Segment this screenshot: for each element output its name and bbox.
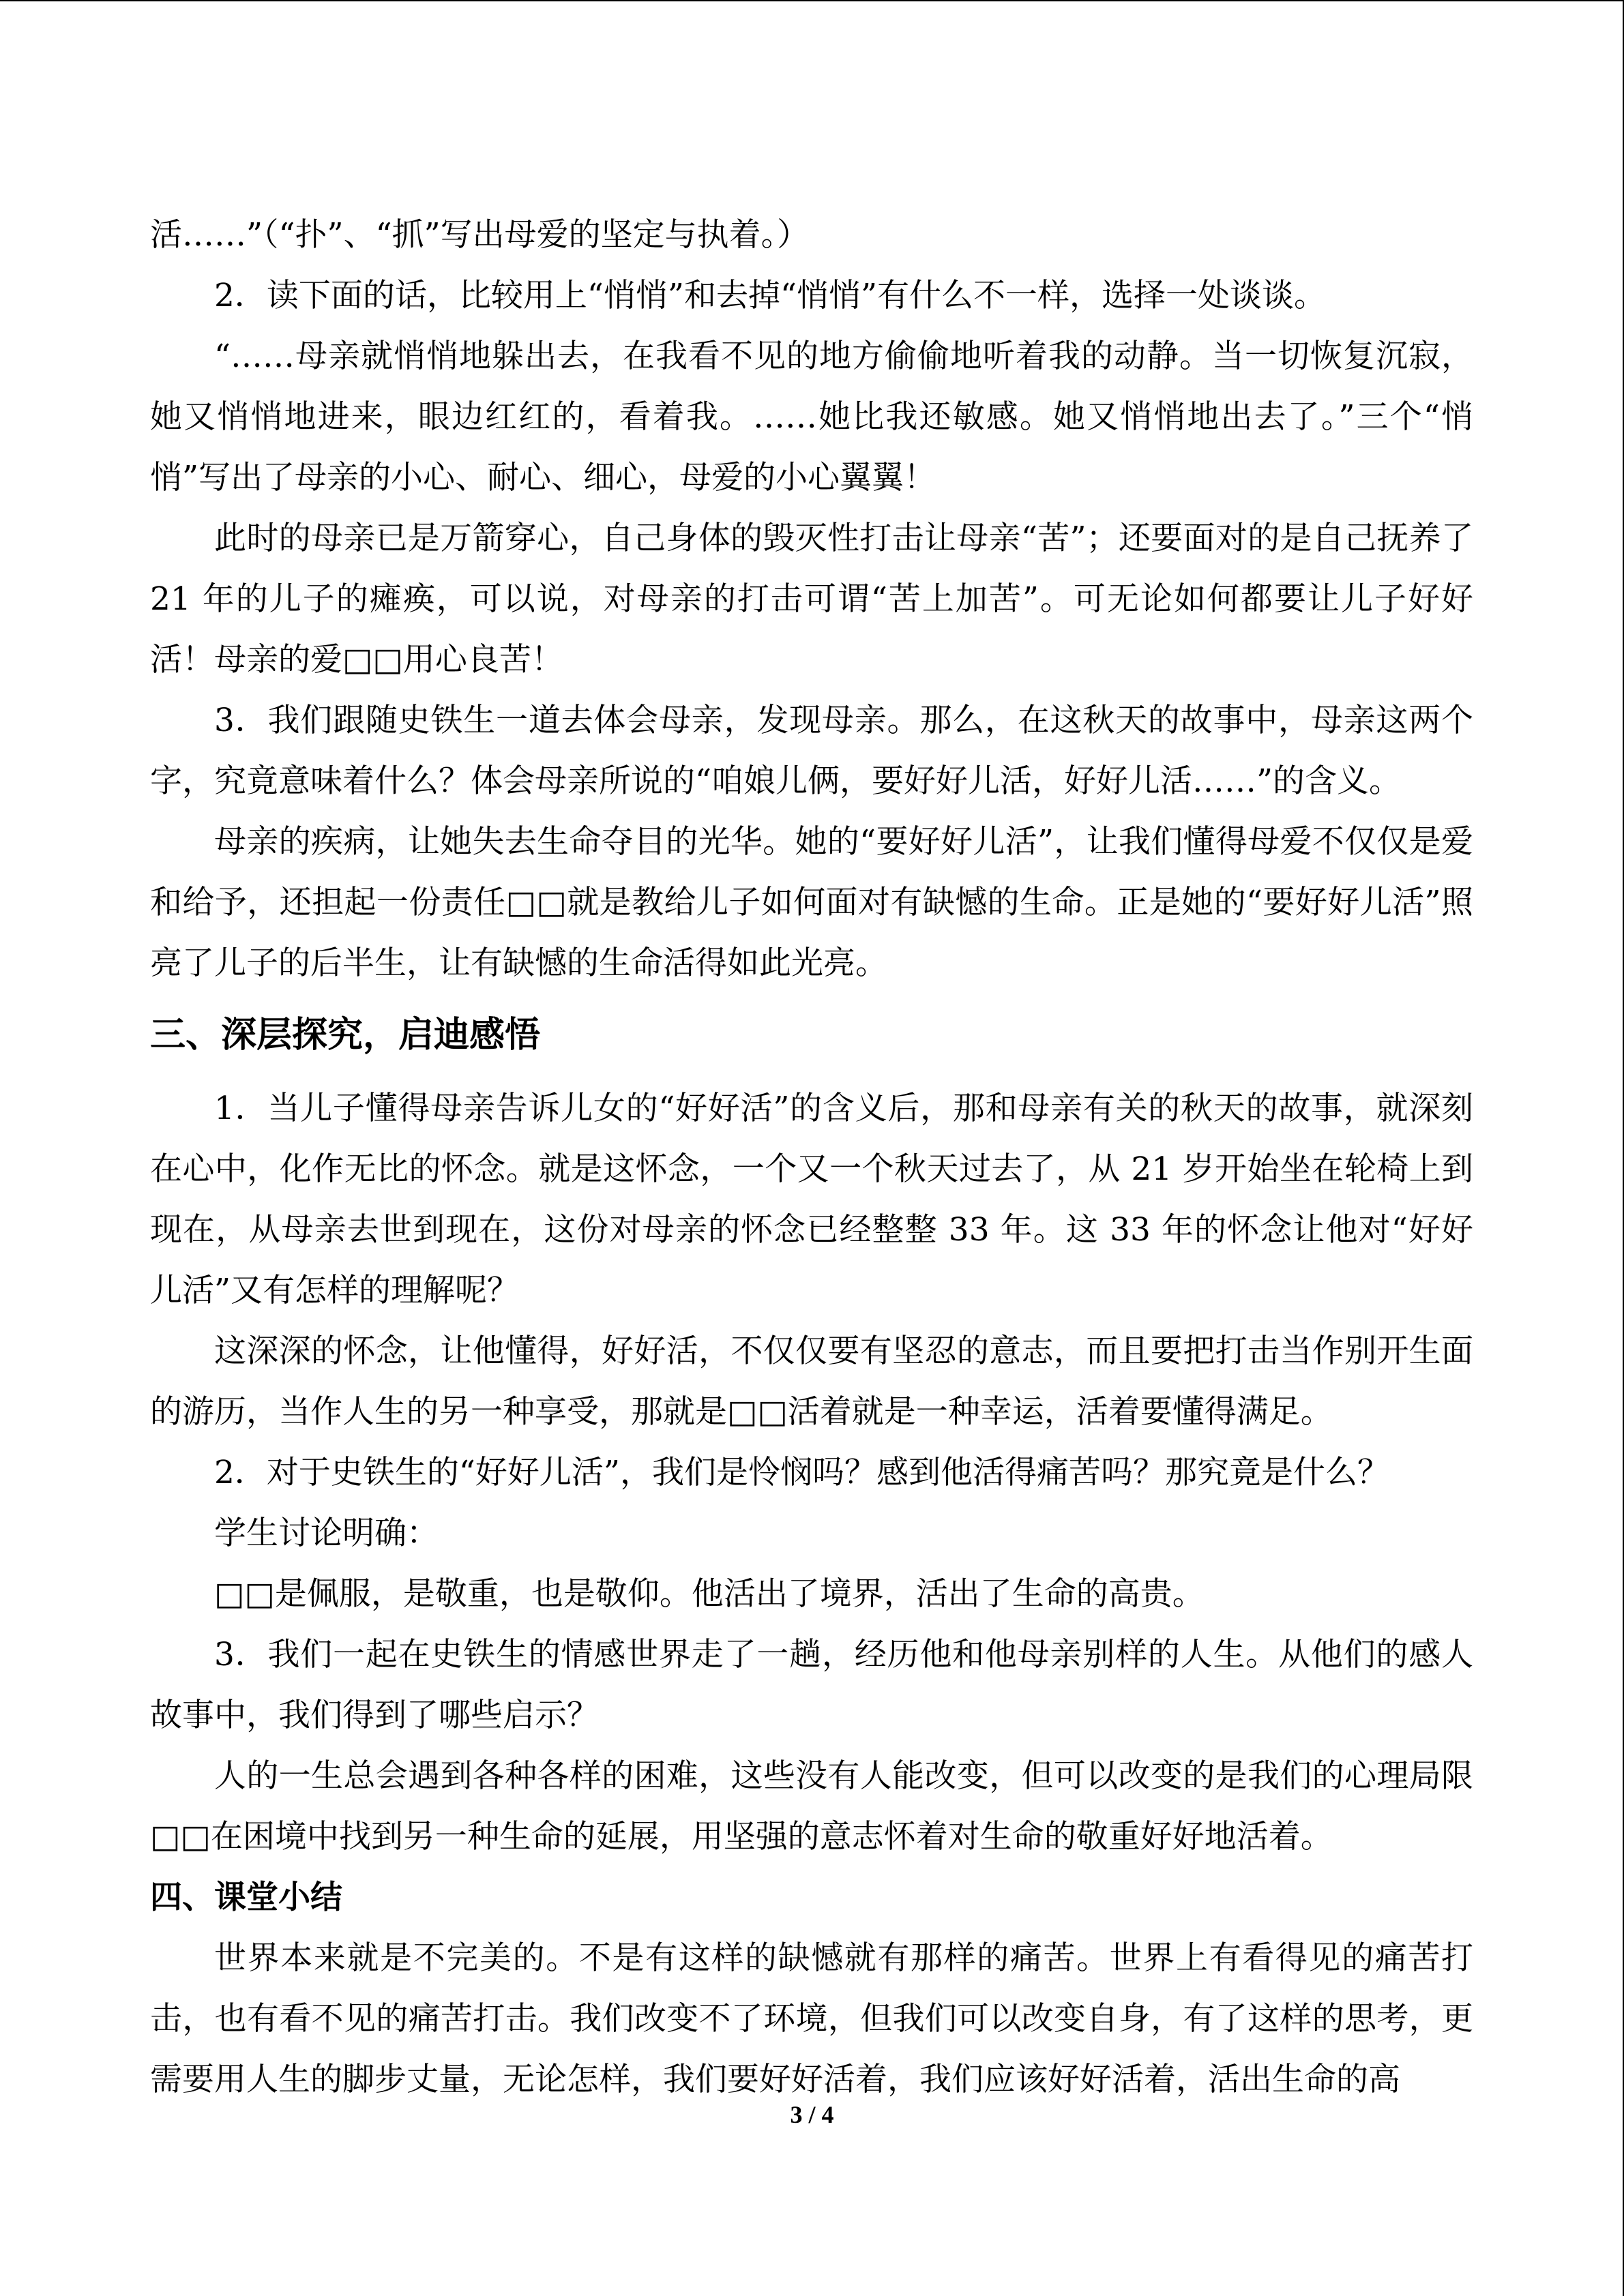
section3-question-2: 2．对于史铁生的“好好儿活”，我们是怜悯吗？感到他活得痛苦吗？那究竟是什么？ — [214, 1454, 1389, 1491]
summary-paragraph: 世界本来就是不完美的。不是有这样的缺憾就有那样的痛苦。世界上有看得见的痛苦打击，也有看不见的痛苦打击。我们改变不了环境，但我们可以改变自身，有了这样的思考，更需要用人生的脚步丈量，无论怎样，我们要好好活着，我们应该好好活着，活出生命的高 — [150, 1939, 1473, 2098]
discussion-label: 学生讨论明确： — [214, 1515, 439, 1552]
page-border-top — [0, 0, 1624, 1]
section3-answer-1: 这深深的怀念，让他懂得，好好活，不仅仅要有坚忍的意志，而且要把打击当作别开生面的游历，当作人生的另一种享受，那就是□□活着就是一种幸运，活着要懂得满足。 — [150, 1332, 1473, 1431]
question-2: 2．读下面的话，比较用上“悄悄”和去掉“悄悄”有什么不一样，选择一处谈谈。 — [214, 277, 1327, 314]
section-heading-4: 四、课堂小结 — [150, 1879, 342, 1916]
answer-paragraph: 母亲的疾病，让她失去生命夺目的光华。她的“要好好儿活”，让我们懂得母爱不仅仅是爱和给予，还担起一份责任□□就是教给儿子如何面对有缺憾的生命。正是她的“要好好儿活”照亮了儿子的后半生，让有缺憾的生命活得如此光亮。 — [150, 823, 1473, 982]
section-heading-3: 三、深层探究，启迪感悟 — [150, 1015, 541, 1056]
quote-paragraph: “……母亲就悄悄地躲出去，在我看不见的地方偷偷地听着我的动静。当一切恢复沉寂，她又悄悄地进来，眼边红红的，看着我。……她比我还敏感。她又悄悄地出去了。”三个“悄悄”写出了母亲的小心、耐心、细心，母爱的小心翼翼！ — [150, 338, 1473, 496]
analysis-paragraph: 此时的母亲已是万箭穿心，自己身体的毁灭性打击让母亲“苦”；还要面对的是自己抚养了 21 年的儿子的瘫痪，可以说，对母亲的打击可谓“苦上加苦”。可无论如何都要让儿子好好活！母亲的爱□□用心良苦！ — [150, 520, 1473, 679]
question-3: 3．我们跟随史铁生一道去体会母亲，发现母亲。那么，在这秋天的故事中，母亲这两个字，究竟意味着什么？体会母亲所说的“咱娘儿俩，要好好儿活，好好儿活……”的含义。 — [150, 702, 1473, 800]
section3-question-3: 3．我们一起在史铁生的情感世界走了一趟，经历他和他母亲别样的人生。从他们的感人故事中，我们得到了哪些启示？ — [150, 1636, 1473, 1734]
document-body — [150, 205, 1473, 2110]
section3-answer-2: □□是佩服，是敬重，也是敬仰。他活出了境界，活出了生命的高贵。 — [214, 1575, 1205, 1613]
page-number: 3 / 4 — [790, 2101, 834, 2128]
section3-question-1: 1．当儿子懂得母亲告诉儿女的“好好活”的含义后，那和母亲有关的秋天的故事，就深刻在心中，化作无比的怀念。就是这怀念，一个又一个秋天过去了，从 21 岁开始坐在轮椅上到现在，从母亲去世到现在，这份对母亲的怀念已经整整 33 年。这 33 年的怀念让他对“好好儿活”又有怎样的理解呢？ — [150, 1090, 1473, 1309]
section3-answer-3: 人的一生总会遇到各种各样的困难，这些没有人能改变，但可以改变的是我们的心理局限□□在困境中找到另一种生命的延展，用坚强的意志怀着对生命的敬重好好地活着。 — [150, 1757, 1473, 1855]
paragraph-continuation: 活……”（“扑”、“抓”写出母爱的坚定与执着。） — [150, 216, 810, 254]
